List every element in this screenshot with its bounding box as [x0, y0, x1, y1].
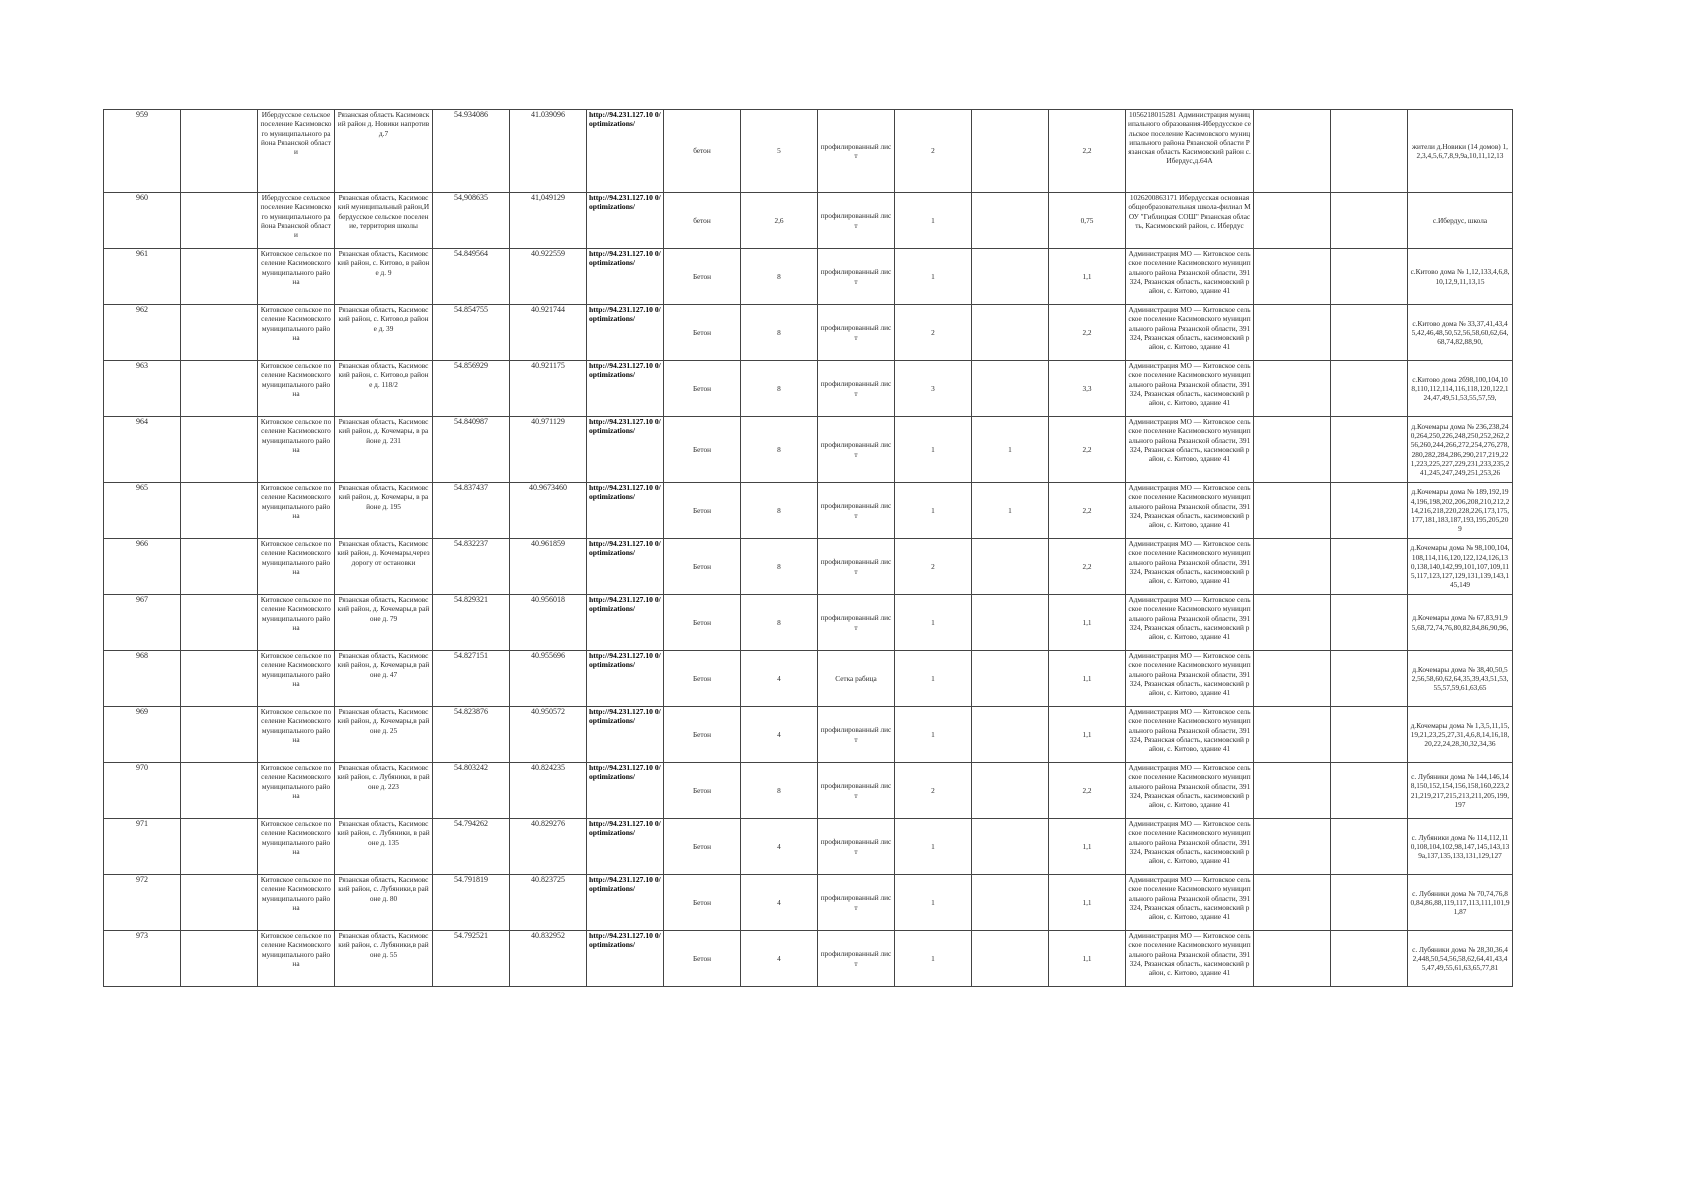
served-houses-cell: с. Лубяники дома № 144,146,148,150,152,154,156,158,160,223,221,219,217,215,213,211,205,199,197 [1408, 763, 1513, 819]
cell-16 [1331, 539, 1408, 595]
cell-2 [181, 249, 258, 305]
area-cell: 4 [741, 931, 818, 987]
extra-container-cell [972, 539, 1049, 595]
address-cell: Рязанская область, Касимовский район, с. Лубяники, в районе д. 223 [335, 763, 433, 819]
cell-2 [181, 483, 258, 539]
cell-2 [181, 305, 258, 361]
surface-material-cell: бетон [664, 110, 741, 193]
cell-16 [1331, 249, 1408, 305]
served-houses-cell: жители д.Новики (14 домов) 1,2,3,4,5,6,7,8,9,9а,10,11,12,13 [1408, 110, 1513, 193]
latitude-cell: 54.832237 [433, 539, 510, 595]
owner-cell: Администрация МО — Китовское сельское поселение Касимовского муниципального района Рязанской области, 391324, Рязанская область, касимовский район, с. Китово, здание 41 [1126, 763, 1254, 819]
container-count-cell: 1 [895, 707, 972, 763]
latitude-cell: 54.840987 [433, 417, 510, 483]
volume-cell: 2,2 [1049, 417, 1126, 483]
served-houses-cell: д.Кочемары дома № 67,83,91,95,68,72,74,76,80,82,84,86,90,96, [1408, 595, 1513, 651]
map-link[interactable]: http://94.231.127.10 0/optimizations/ [587, 539, 664, 595]
area-cell: 4 [741, 875, 818, 931]
fence-material-cell: профилированный лист [818, 595, 895, 651]
extra-container-cell [972, 875, 1049, 931]
surface-material-cell: Бетон [664, 361, 741, 417]
map-link[interactable]: http://94.231.127.10 0/optimizations/ [587, 193, 664, 249]
cell-15 [1254, 110, 1331, 193]
cell-2 [181, 361, 258, 417]
longitude-cell: 40.921744 [510, 305, 587, 361]
settlement-cell: Китовское сельское поселение Касимовского муниципального района [258, 651, 335, 707]
surface-material-cell: бетон [664, 193, 741, 249]
surface-material-cell: Бетон [664, 483, 741, 539]
cell-15 [1254, 417, 1331, 483]
container-count-cell: 3 [895, 361, 972, 417]
latitude-cell: 54.803242 [433, 763, 510, 819]
map-link[interactable]: http://94.231.127.10 0/optimizations/ [587, 931, 664, 987]
volume-cell: 2,2 [1049, 539, 1126, 595]
surface-material-cell: Бетон [664, 305, 741, 361]
longitude-cell: 40.829276 [510, 819, 587, 875]
latitude-cell: 54.854755 [433, 305, 510, 361]
surface-material-cell: Бетон [664, 931, 741, 987]
settlement-cell: Китовское сельское поселение Касимовского муниципального района [258, 361, 335, 417]
row-number: 961 [104, 249, 181, 305]
settlement-cell: Китовское сельское поселение Касимовского муниципального района [258, 707, 335, 763]
volume-cell: 1,1 [1049, 595, 1126, 651]
row-number: 968 [104, 651, 181, 707]
fence-material-cell: профилированный лист [818, 707, 895, 763]
cell-15 [1254, 483, 1331, 539]
map-link[interactable]: http://94.231.127.10 0/optimizations/ [587, 249, 664, 305]
cell-2 [181, 819, 258, 875]
owner-cell: Администрация МО — Китовское сельское поселение Касимовского муниципального района Рязанской области, 391324, Рязанская область, касимовский район, с. Китово, здание 41 [1126, 819, 1254, 875]
extra-container-cell [972, 763, 1049, 819]
address-cell: Рязанская область, Касимовский район, с. Лубяники, в районе д. 135 [335, 819, 433, 875]
cell-15 [1254, 707, 1331, 763]
address-cell: Рязанская область, Касимовский муниципальный район,Ибердусское сельское поселение, территория школы [335, 193, 433, 249]
served-houses-cell: с.Китово дома № 33,37,41,43,45,42,46,48,50,52,56,58,60,62,64,68,74,82,88,90, [1408, 305, 1513, 361]
area-cell: 8 [741, 483, 818, 539]
table-row [104, 763, 1513, 819]
volume-cell: 1,1 [1049, 819, 1126, 875]
container-count-cell: 2 [895, 763, 972, 819]
settlement-cell: Китовское сельское поселение Касимовского муниципального района [258, 539, 335, 595]
volume-cell: 2,2 [1049, 483, 1126, 539]
cell-15 [1254, 361, 1331, 417]
extra-container-cell: 1 [972, 417, 1049, 483]
area-cell: 4 [741, 707, 818, 763]
longitude-cell: 41.039096 [510, 110, 587, 193]
area-cell: 5 [741, 110, 818, 193]
cell-2 [181, 595, 258, 651]
cell-15 [1254, 595, 1331, 651]
extra-container-cell [972, 249, 1049, 305]
table-row [104, 931, 1513, 987]
volume-cell: 2,2 [1049, 110, 1126, 193]
area-cell: 8 [741, 539, 818, 595]
longitude-cell: 40.832952 [510, 931, 587, 987]
table-row [104, 483, 1513, 539]
container-count-cell: 1 [895, 483, 972, 539]
settlement-cell: Ибердусское сельское поселение Касимовского муниципального района Рязанской области [258, 193, 335, 249]
map-link[interactable]: http://94.231.127.10 0/optimizations/ [587, 875, 664, 931]
table-row [104, 875, 1513, 931]
map-link[interactable]: http://94.231.127.10 0/optimizations/ [587, 361, 664, 417]
latitude-cell: 54.934086 [433, 110, 510, 193]
cell-2 [181, 651, 258, 707]
area-cell: 8 [741, 595, 818, 651]
cell-2 [181, 417, 258, 483]
row-number: 959 [104, 110, 181, 193]
latitude-cell: 54.856929 [433, 361, 510, 417]
map-link[interactable]: http://94.231.127.10 0/optimizations/ [587, 110, 664, 193]
cell-16 [1331, 651, 1408, 707]
owner-cell: Администрация МО — Китовское сельское поселение Касимовского муниципального района Рязанской области, 391324, Рязанская область, касимовский район, с. Китово, здание 41 [1126, 651, 1254, 707]
owner-cell: Администрация МО — Китовское сельское поселение Касимовского муниципального района Рязанской области, 391324, Рязанская область, касимовский район, с. Китово, здание 41 [1126, 249, 1254, 305]
served-houses-cell: с.Китово дома 2б98,100,104,108,110,112,114,116,118,120,122,124,47,49,51,53,55,57,59, [1408, 361, 1513, 417]
served-houses-cell: с.Китово дома № 1,12,133,4,6,8,10,12,9,11,13,15 [1408, 249, 1513, 305]
container-count-cell: 1 [895, 651, 972, 707]
area-cell: 4 [741, 651, 818, 707]
served-houses-cell: с. Лубяники дома № 114,112,110,108,104,102,98,147,145,143,139а,137,135,133,131,129,127 [1408, 819, 1513, 875]
extra-container-cell [972, 595, 1049, 651]
fence-material-cell: Сетка рабица [818, 651, 895, 707]
longitude-cell: 40.9673460 [510, 483, 587, 539]
longitude-cell: 40.824235 [510, 763, 587, 819]
table-row [104, 819, 1513, 875]
longitude-cell: 40.971129 [510, 417, 587, 483]
row-number: 971 [104, 819, 181, 875]
settlement-cell: Китовское сельское поселение Касимовского муниципального района [258, 595, 335, 651]
latitude-cell: 54.823876 [433, 707, 510, 763]
fence-material-cell: профилированный лист [818, 417, 895, 483]
map-link[interactable]: http://94.231.127.10 0/optimizations/ [587, 707, 664, 763]
map-link[interactable]: http://94.231.127.10 0/optimizations/ [587, 483, 664, 539]
container-count-cell: 2 [895, 305, 972, 361]
longitude-cell: 41,049129 [510, 193, 587, 249]
surface-material-cell: Бетон [664, 417, 741, 483]
container-count-cell: 1 [895, 595, 972, 651]
volume-cell: 1,1 [1049, 249, 1126, 305]
map-link[interactable]: http://94.231.127.10 0/optimizations/ [587, 595, 664, 651]
surface-material-cell: Бетон [664, 539, 741, 595]
extra-container-cell [972, 361, 1049, 417]
cell-16 [1331, 483, 1408, 539]
cell-15 [1254, 539, 1331, 595]
extra-container-cell [972, 305, 1049, 361]
extra-container-cell: 1 [972, 483, 1049, 539]
longitude-cell: 40.961859 [510, 539, 587, 595]
cell-16 [1331, 193, 1408, 249]
table-row [104, 417, 1513, 483]
fence-material-cell: профилированный лист [818, 110, 895, 193]
fence-material-cell: профилированный лист [818, 305, 895, 361]
cell-16 [1331, 875, 1408, 931]
row-number: 970 [104, 763, 181, 819]
owner-cell: 1026200863171 Ибердусская основная общеобразовательная школа-филиал МОУ "Гиблицкая СОШ" Рязанская область, Касимовский район, с. Ибердус [1126, 193, 1254, 249]
owner-cell: Администрация МО — Китовское сельское поселение Касимовского муниципального района Рязанской области, 391324, Рязанская область, касимовский район, с. Китово, здание 41 [1126, 707, 1254, 763]
address-cell: Рязанская область, Касимовский район, с. Китово,в районе д. 39 [335, 305, 433, 361]
latitude-cell: 54.791819 [433, 875, 510, 931]
served-houses-cell: с. Лубяники дома № 70,74,76,80,84,86,88,119,117,113,111,101,91,87 [1408, 875, 1513, 931]
area-cell: 2,6 [741, 193, 818, 249]
longitude-cell: 40.922559 [510, 249, 587, 305]
surface-material-cell: Бетон [664, 651, 741, 707]
container-count-cell: 1 [895, 417, 972, 483]
extra-container-cell [972, 651, 1049, 707]
served-houses-cell: д.Кочемары дома № 98,100,104,108,114,116,120,122,124,126,130,138,140,142,99,101,107,109,115,117,123,127,129,131,139,143,145,149 [1408, 539, 1513, 595]
owner-cell: Администрация МО — Китовское сельское поселение Касимовского муниципального района Рязанской области, 391324, Рязанская область, касимовский район, с. Китово, здание 41 [1126, 483, 1254, 539]
map-link[interactable]: http://94.231.127.10 0/optimizations/ [587, 417, 664, 483]
volume-cell: 3,3 [1049, 361, 1126, 417]
owner-cell: Администрация МО — Китовское сельское поселение Касимовского муниципального района Рязанской области, 391324, Рязанская область, касимовский район, с. Китово, здание 41 [1126, 305, 1254, 361]
cell-16 [1331, 417, 1408, 483]
volume-cell: 2,2 [1049, 305, 1126, 361]
table-row [104, 305, 1513, 361]
address-cell: Рязанская область, Касимовский район, д. Кочемары,в районе д. 25 [335, 707, 433, 763]
fence-material-cell: профилированный лист [818, 931, 895, 987]
settlement-cell: Китовское сельское поселение Касимовского муниципального района [258, 417, 335, 483]
address-cell: Рязанская область, Касимовский район, д. Кочемары, в районе д. 195 [335, 483, 433, 539]
row-number: 973 [104, 931, 181, 987]
map-link[interactable]: http://94.231.127.10 0/optimizations/ [587, 763, 664, 819]
container-count-cell: 2 [895, 110, 972, 193]
cell-15 [1254, 651, 1331, 707]
settlement-cell: Китовское сельское поселение Касимовского муниципального района [258, 249, 335, 305]
address-cell: Рязанская область, Касимовский район, д. Кочемары,в районе д. 47 [335, 651, 433, 707]
table-row [104, 539, 1513, 595]
table-row [104, 193, 1513, 249]
area-cell: 8 [741, 417, 818, 483]
volume-cell: 0,75 [1049, 193, 1126, 249]
fence-material-cell: профилированный лист [818, 249, 895, 305]
settlement-cell: Китовское сельское поселение Касимовского муниципального района [258, 483, 335, 539]
surface-material-cell: Бетон [664, 763, 741, 819]
longitude-cell: 40.955696 [510, 651, 587, 707]
cell-2 [181, 763, 258, 819]
extra-container-cell [972, 819, 1049, 875]
served-houses-cell: с. Лубяники дома № 28,30,36,42,448,50,54,56,58,62,64,41,43,45,47,49,55,61,63,65,77,81 [1408, 931, 1513, 987]
area-cell: 8 [741, 305, 818, 361]
served-houses-cell: д.Кочемары дома № 236,238,240,264,250,226,248,250,252,262,256,260,244,266,272,254,276,278,280,282,284,286,290,217,219,221,223,225,227,229,231,233,235,241,245,247,249,251,253,26 [1408, 417, 1513, 483]
latitude-cell: 54.829321 [433, 595, 510, 651]
cell-16 [1331, 819, 1408, 875]
surface-material-cell: Бетон [664, 707, 741, 763]
table-row [104, 249, 1513, 305]
row-number: 969 [104, 707, 181, 763]
owner-cell: Администрация МО — Китовское сельское поселение Касимовского муниципального района Рязанской области, 391324, Рязанская область, касимовский район, с. Китово, здание 41 [1126, 875, 1254, 931]
cell-15 [1254, 763, 1331, 819]
container-count-cell: 1 [895, 875, 972, 931]
fence-material-cell: профилированный лист [818, 875, 895, 931]
cell-16 [1331, 763, 1408, 819]
latitude-cell: 54.794262 [433, 819, 510, 875]
extra-container-cell [972, 707, 1049, 763]
cell-2 [181, 110, 258, 193]
settlement-cell: Китовское сельское поселение Касимовского муниципального района [258, 875, 335, 931]
settlement-cell: Китовское сельское поселение Касимовского муниципального района [258, 931, 335, 987]
fence-material-cell: профилированный лист [818, 361, 895, 417]
served-houses-cell: д.Кочемары дома № 38,40,50,52,56,58,60,62,64,35,39,43,51,53,55,57,59,61,63,65 [1408, 651, 1513, 707]
surface-material-cell: Бетон [664, 249, 741, 305]
surface-material-cell: Бетон [664, 819, 741, 875]
map-link[interactable]: http://94.231.127.10 0/optimizations/ [587, 819, 664, 875]
table-row [104, 595, 1513, 651]
address-cell: Рязанская область, Касимовский район, с. Лубяники,в районе д. 80 [335, 875, 433, 931]
address-cell: Рязанская область, Касимовский район, д. Кочемары,в районе д. 79 [335, 595, 433, 651]
volume-cell: 1,1 [1049, 707, 1126, 763]
cell-2 [181, 931, 258, 987]
cell-15 [1254, 931, 1331, 987]
address-cell: Рязанская область, Касимовский район, с. Китово, в районе д. 9 [335, 249, 433, 305]
cell-16 [1331, 707, 1408, 763]
row-number: 960 [104, 193, 181, 249]
fence-material-cell: профилированный лист [818, 539, 895, 595]
cell-2 [181, 707, 258, 763]
row-number: 966 [104, 539, 181, 595]
address-cell: Рязанская область, Касимовский район, д. Кочемары,через дорогу от остановки [335, 539, 433, 595]
map-link[interactable]: http://94.231.127.10 0/optimizations/ [587, 651, 664, 707]
longitude-cell: 40.950572 [510, 707, 587, 763]
served-houses-cell: с.Ибердус, школа [1408, 193, 1513, 249]
table-row [104, 110, 1513, 193]
cell-15 [1254, 875, 1331, 931]
cell-16 [1331, 305, 1408, 361]
area-cell: 8 [741, 763, 818, 819]
settlement-cell: Китовское сельское поселение Касимовского муниципального района [258, 819, 335, 875]
container-count-cell: 1 [895, 193, 972, 249]
longitude-cell: 40.956018 [510, 595, 587, 651]
volume-cell: 1,1 [1049, 931, 1126, 987]
area-cell: 8 [741, 249, 818, 305]
latitude-cell: 54.792521 [433, 931, 510, 987]
latitude-cell: 54,908635 [433, 193, 510, 249]
cell-16 [1331, 595, 1408, 651]
table-row [104, 651, 1513, 707]
row-number: 962 [104, 305, 181, 361]
longitude-cell: 40.921175 [510, 361, 587, 417]
cell-15 [1254, 249, 1331, 305]
latitude-cell: 54.837437 [433, 483, 510, 539]
extra-container-cell [972, 193, 1049, 249]
row-number: 963 [104, 361, 181, 417]
row-number: 967 [104, 595, 181, 651]
row-number: 965 [104, 483, 181, 539]
settlement-cell: Ибердусское сельское поселение Касимовского муниципального района Рязанской области [258, 110, 335, 193]
table-row [104, 361, 1513, 417]
address-cell: Рязанская область, Касимовский район, с. Китово,в районе д. 118/2 [335, 361, 433, 417]
table-row [104, 707, 1513, 763]
volume-cell: 1,1 [1049, 875, 1126, 931]
address-cell: Рязанская область, Касимовский район, с. Лубяники,в районе д. 55 [335, 931, 433, 987]
cell-16 [1331, 110, 1408, 193]
fence-material-cell: профилированный лист [818, 483, 895, 539]
cell-2 [181, 193, 258, 249]
owner-cell: Администрация МО — Китовское сельское поселение Касимовского муниципального района Рязанской области, 391324, Рязанская область, касимовский район, с. Китово, здание 41 [1126, 595, 1254, 651]
fence-material-cell: профилированный лист [818, 193, 895, 249]
owner-cell: Администрация МО — Китовское сельское поселение Касимовского муниципального района Рязанской области, 391324, Рязанская область, касимовский район, с. Китово, здание 41 [1126, 539, 1254, 595]
extra-container-cell [972, 110, 1049, 193]
settlement-cell: Китовское сельское поселение Касимовского муниципального района [258, 763, 335, 819]
volume-cell: 2,2 [1049, 763, 1126, 819]
registry-table [103, 109, 1513, 987]
owner-cell: Администрация МО — Китовское сельское поселение Касимовского муниципального района Рязанской области, 391324, Рязанская область, касимовский район, с. Китово, здание 41 [1126, 417, 1254, 483]
extra-container-cell [972, 931, 1049, 987]
cell-2 [181, 539, 258, 595]
container-count-cell: 1 [895, 931, 972, 987]
container-count-cell: 1 [895, 819, 972, 875]
fence-material-cell: профилированный лист [818, 763, 895, 819]
latitude-cell: 54.849564 [433, 249, 510, 305]
surface-material-cell: Бетон [664, 875, 741, 931]
address-cell: Рязанская область Касимовский район д. Новики напротив д.7 [335, 110, 433, 193]
served-houses-cell: д.Кочемары дома № 189,192,194,196,198,202,206,208,210,212,214,216,218,220,228,226,173,175,177,181,183,187,193,195,205,209 [1408, 483, 1513, 539]
surface-material-cell: Бетон [664, 595, 741, 651]
row-number: 964 [104, 417, 181, 483]
cell-15 [1254, 193, 1331, 249]
cell-2 [181, 875, 258, 931]
cell-15 [1254, 305, 1331, 361]
owner-cell: 1056218015281 Администрация муниципального образования-Ибердусское сельское поселение Касимовского муниципального района Рязанской области Рязанская область Касимовский район с.Ибердус,д.64А [1126, 110, 1254, 193]
cell-16 [1331, 361, 1408, 417]
area-cell: 4 [741, 819, 818, 875]
longitude-cell: 40.823725 [510, 875, 587, 931]
address-cell: Рязанская область, Касимовский район, д. Кочемары, в районе д. 231 [335, 417, 433, 483]
cell-16 [1331, 931, 1408, 987]
row-number: 972 [104, 875, 181, 931]
cell-15 [1254, 819, 1331, 875]
served-houses-cell: д.Кочемары дома № 1,3,5,11,15,19,21,23,25,27,31,4,6,8,14,16,18,20,22,24,28,30,32,34,36 [1408, 707, 1513, 763]
container-count-cell: 2 [895, 539, 972, 595]
owner-cell: Администрация МО — Китовское сельское поселение Касимовского муниципального района Рязанской области, 391324, Рязанская область, касимовский район, с. Китово, здание 41 [1126, 361, 1254, 417]
map-link[interactable]: http://94.231.127.10 0/optimizations/ [587, 305, 664, 361]
fence-material-cell: профилированный лист [818, 819, 895, 875]
latitude-cell: 54.827151 [433, 651, 510, 707]
container-count-cell: 1 [895, 249, 972, 305]
settlement-cell: Китовское сельское поселение Касимовского муниципального района [258, 305, 335, 361]
volume-cell: 1,1 [1049, 651, 1126, 707]
owner-cell: Администрация МО — Китовское сельское поселение Касимовского муниципального района Рязанской области, 391324, Рязанская область, касимовский район, с. Китово, здание 41 [1126, 931, 1254, 987]
area-cell: 8 [741, 361, 818, 417]
